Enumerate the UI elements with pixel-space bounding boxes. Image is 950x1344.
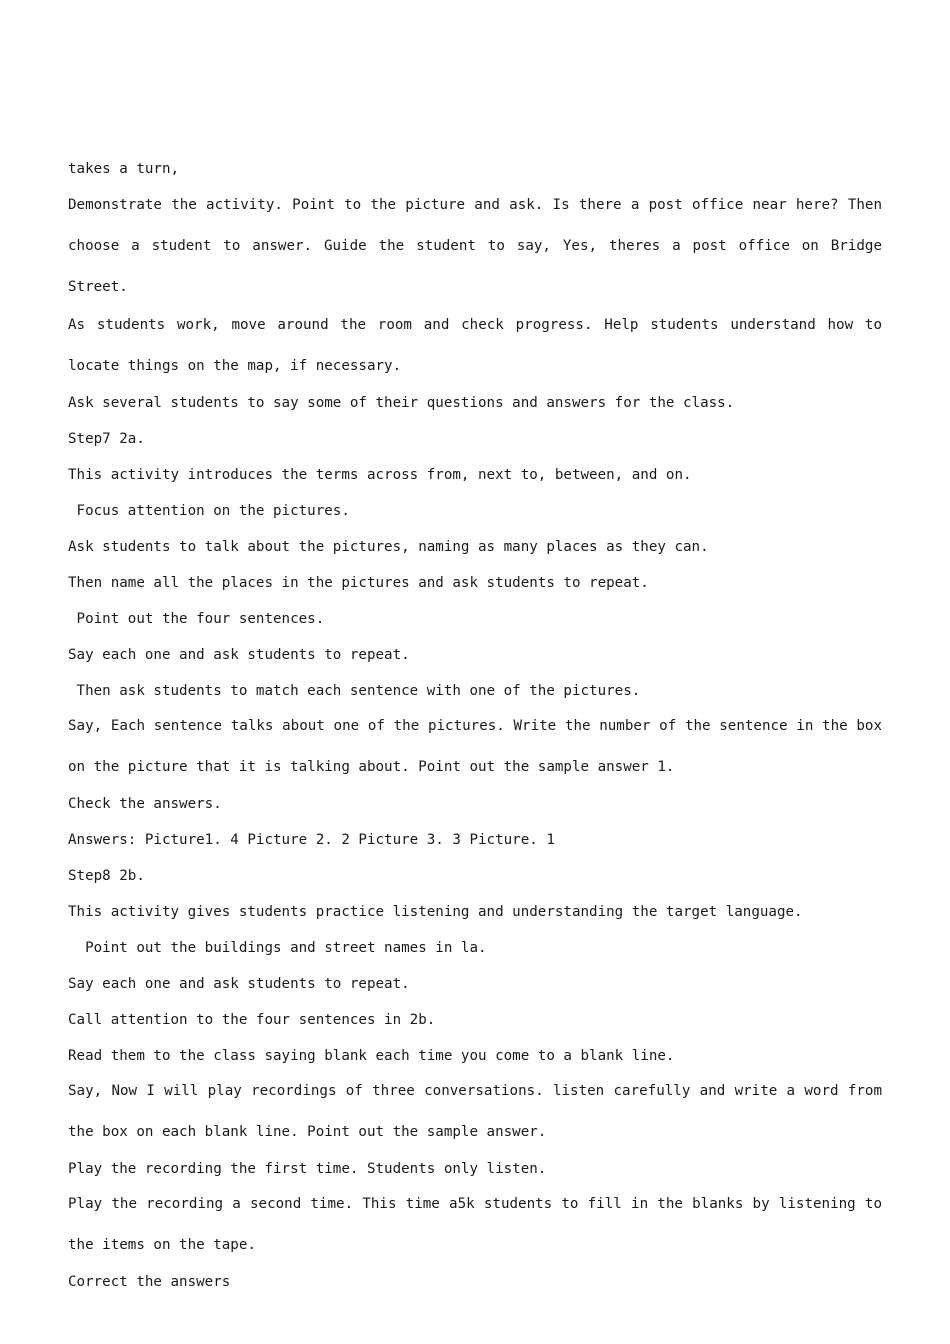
paragraph: Focus attention on the pictures. — [68, 502, 350, 519]
paragraph: takes a turn, — [68, 161, 180, 177]
step-heading: Step8 2b. — [68, 867, 145, 884]
paragraph: Then name all the places in the pictures and ask students to repeat. — [68, 574, 649, 591]
paragraph: Ask several students to say some of their questions and answers for the class. — [68, 394, 735, 411]
paragraph: Read them to the class saying blank each time you come to a blank line. — [68, 1047, 675, 1064]
paragraph: Say each one and ask students to repeat. — [68, 646, 410, 663]
paragraph: Point out the buildings and street names in la. — [68, 939, 487, 956]
paragraph: Call attention to the four sentences in 2b. — [68, 1011, 436, 1028]
paragraph: Correct the answers — [68, 1273, 231, 1290]
paragraph: Say, Each sentence talks about one of the pictures. Write the number of the sentence in the box on the picture that it is talking about. Point out the sample answer 1. — [68, 718, 891, 775]
step-heading: Step7 2a. — [68, 430, 145, 447]
paragraph: Say, Now I will play recordings of three conversations. listen carefully and write a word from the box on each blank line. Point out the sample answer. — [68, 1083, 891, 1140]
paragraph: Say each one and ask students to repeat. — [68, 975, 410, 992]
paragraph: Ask students to talk about the pictures, naming as many places as they can. — [68, 538, 709, 555]
paragraph: As students work, move around the room and check progress. Help students understand how to locate things on the map, if necessary. — [68, 317, 891, 374]
paragraph: Play the recording a second time. This time a5k students to fill in the blanks by listening to the items on the tape. — [68, 1196, 891, 1253]
paragraph: Check the answers. — [68, 795, 222, 812]
paragraph: This activity gives students practice listening and understanding the target language. — [68, 903, 803, 920]
paragraph: Then ask students to match each sentence with one of the pictures. — [68, 682, 641, 699]
paragraph: Demonstrate the activity. Point to the picture and ask. Is there a post office near here? Then choose a student to answer. Guide the student to say, Yes, theres a post office on Bridge Street. — [68, 196, 891, 295]
paragraph: Play the recording the first time. Students only listen. — [68, 1160, 547, 1177]
document-body — [68, 151, 891, 1300]
paragraph: Point out the four sentences. — [68, 610, 325, 627]
answers-line: Answers: Picture1. 4 Picture 2. 2 Picture 3. 3 Picture. 1 — [68, 831, 555, 848]
paragraph: This activity introduces the terms across from, next to, between, and on. — [68, 466, 692, 483]
